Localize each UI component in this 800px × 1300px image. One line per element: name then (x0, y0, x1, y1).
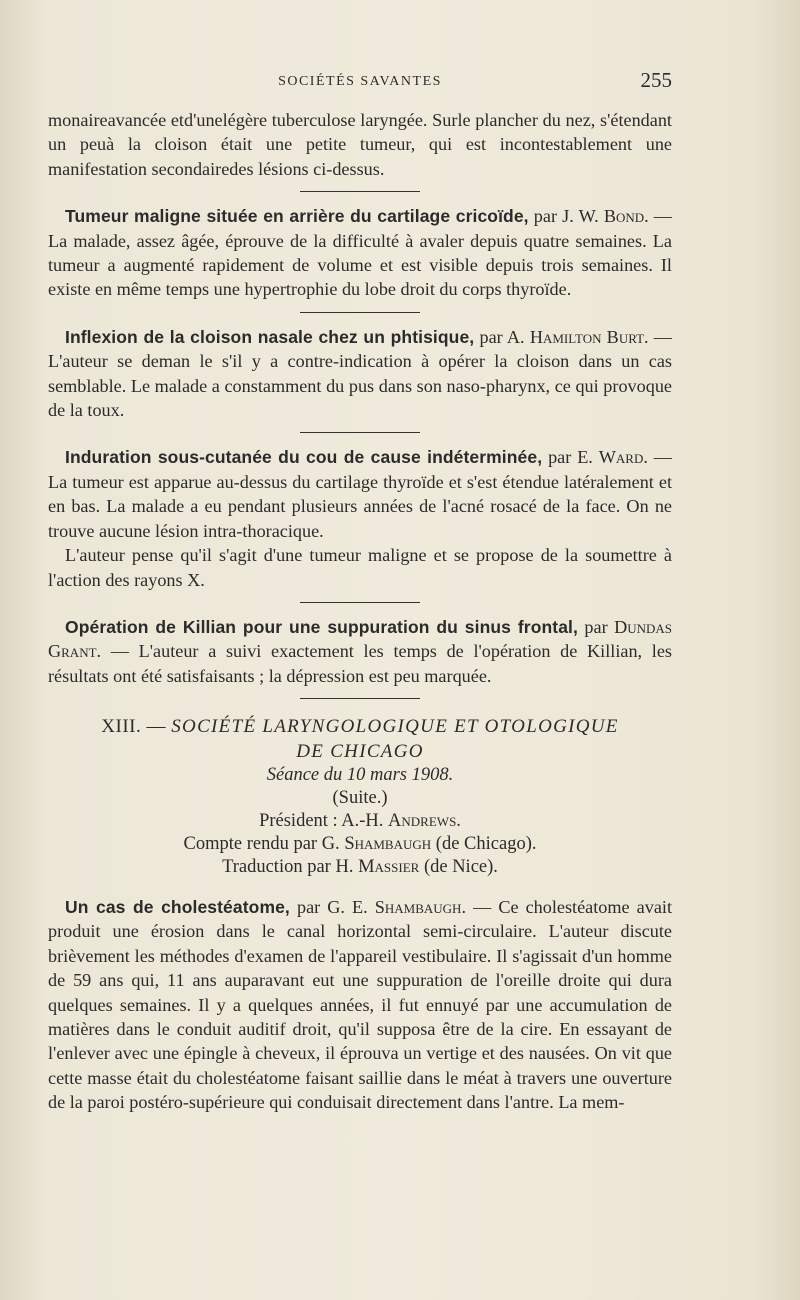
president-name: Andrews. (388, 810, 461, 831)
article-text: — L'auteur a suivi exactement les temps de l'opération de Killian, les résultats ont été satisfaisants ; la dépression est peu marquée. (48, 641, 672, 686)
author-name: Shambaugh. (374, 896, 466, 917)
page-body (48, 108, 672, 1115)
article-cholesteatome (48, 895, 672, 1115)
president-line (48, 810, 672, 833)
report-author: Shambaugh (344, 833, 432, 854)
article-ward-continued: L'auteur pense qu'il s'agit d'une tumeur maligne et se propose de la soumettre à l'action des rayons X. (48, 545, 672, 590)
report-label: Compte rendu par G. (183, 833, 340, 854)
article-hamilton-burt (48, 325, 672, 423)
suite-label: (Suite.) (332, 787, 388, 808)
article-title: Opération de Killian pour une suppuration du sinus frontal, (65, 616, 578, 637)
article-ward (48, 445, 672, 543)
article-text: — L'auteur se deman le s'il y a contre-indication à opérer la cloison dans un cas semblable. Le malade a constamment du pus dans son naso-pharynx, ce qui provoque de la toux. (48, 326, 672, 421)
section-dash: — (141, 716, 172, 738)
separator-rule (300, 698, 420, 699)
section-heading-line-2 (48, 740, 672, 764)
separator-rule (300, 602, 420, 603)
translator-name: Massier (358, 856, 420, 877)
author-name: Hamilton Burt. (529, 326, 649, 347)
separator-rule (300, 191, 420, 192)
article-text: — Ce cholestéatome avait produit une érosion dans le canal horizontal semi-circulaire. L'auteur discute brièvement les méthodes d'examen de l'appareil vestibulaire. Il s'agissait d'un homme de 59 ans qui, 11 ans auparavant eut une suppuration de l'oreille droite qui dura quelques semaines. Il y a quelques années, il fut ennuyé par une accumulation de matières dans le conduit auditif droit, qu'il supposa être de la cire. En essayant de l'enlever avec une épingle à cheveux, il éprouva un vertige et des nausées. On vit que cette masse était du cholestéatome faisant saillie dans le méat à travers une ouverture de la paroi postéro-supérieure qui conduisait directement dans l'antre. La mem- (48, 896, 673, 1113)
page-header (48, 68, 672, 98)
section-number: XIII. (101, 716, 142, 738)
president-label: Président : A.-H. (259, 810, 384, 831)
article-text: — La malade, assez âgée, éprouve de la difficulté à avaler depuis quatre semaines. La tumeur a augmenté rapidement de volume et est visible depuis trois semaines. Il existe en même temps une hypertrophie du lobe droit du corps thyroïde. (48, 206, 672, 300)
author-prefix: par A. (479, 326, 525, 347)
author-name: Bond. (603, 206, 649, 227)
society-name: SOCIÉTÉ LARYNGOLOGIQUE ET OTOLOGIQUE (171, 716, 619, 738)
article-title: Un cas de cholestéatome, (65, 896, 290, 917)
author-name: Ward. (598, 447, 648, 468)
separator-rule (300, 312, 420, 313)
translation-label: Traduction par H. (222, 856, 354, 877)
author-prefix: par G. E. (296, 896, 368, 917)
article-dundas-grant (48, 615, 672, 688)
report-place: (de Chicago). (431, 833, 537, 854)
author-prefix: par E. (548, 447, 593, 468)
session-date (48, 764, 672, 787)
section-header (48, 715, 672, 879)
running-head: SOCIÉTÉS SAVANTES (278, 74, 442, 89)
report-line (48, 833, 672, 856)
author-prefix: par J. W. (533, 206, 599, 227)
article-bond (48, 204, 672, 302)
article-title: Inflexion de la cloison nasale chez un phtisique, (65, 326, 475, 347)
translation-place: (de Nice). (419, 856, 498, 877)
article-title: Tumeur maligne située en arrière du cartilage cricoïde, (65, 206, 529, 227)
author-name: Dundas Grant. (48, 616, 672, 662)
section-heading (48, 715, 672, 739)
session-date-text: Séance du 10 mars 1908. (266, 764, 454, 785)
article-title: Induration sous-cutanée du cou de cause indéterminée, (65, 447, 543, 468)
page-number: 255 (640, 68, 672, 92)
society-city: DE CHICAGO (296, 740, 424, 762)
article-text: — La tumeur est apparue au-dessus du cartilage thyroïde et s'est étendue latéralement et en bas. La malade a eu pendant plusieurs années de l'acné rosacé de la face. On ne trouve aucune lésion intra-thoracique. (48, 447, 672, 541)
separator-rule (300, 432, 420, 433)
continuation-paragraph: monaireavancée etd'unelégère tuberculose laryngée. Surle plancher du nez, s'étendant un peuà la cloison était une petite tumeur, qui est incontestablement une manifestation secondairedes lésions ci-dessus. (48, 110, 672, 179)
translation-line (48, 856, 672, 879)
author-prefix: par (584, 616, 608, 637)
